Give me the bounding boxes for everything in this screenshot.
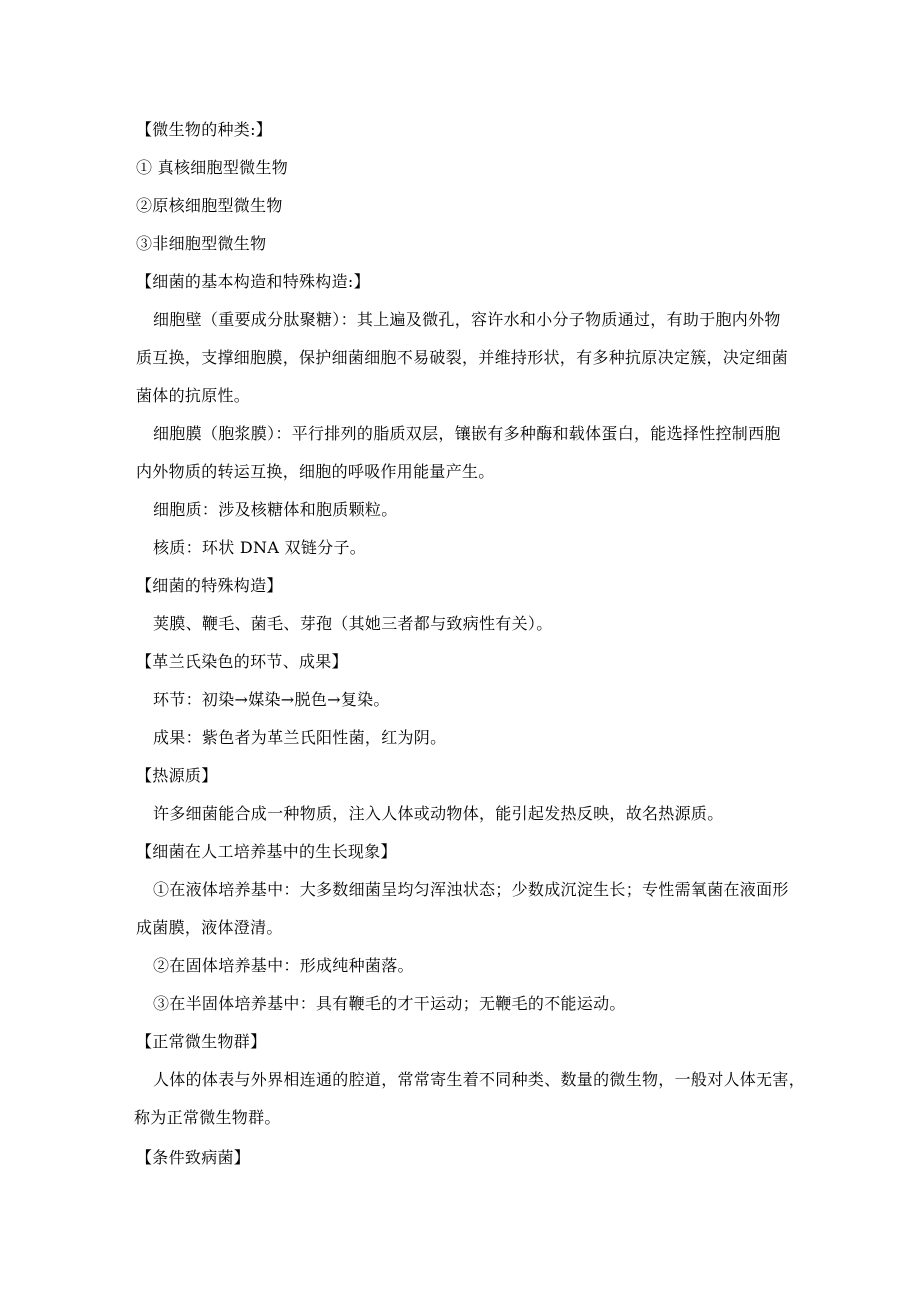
heading-growth-phenomena: 【细菌在人工培养基中的生长现象】 (136, 842, 397, 861)
paragraph-liquid-medium-1: ①在液体培养基中：大多数细菌呈均匀浑浊状态；少数成沉淀生长；专性需氧菌在液面形 (153, 880, 789, 899)
heading-opportunistic-pathogen: 【条件致病菌】 (136, 1148, 251, 1167)
heading-microbe-types: 【微生物的种类:】 (136, 120, 273, 139)
heading-pyrogen: 【热源质】 (136, 766, 218, 785)
paragraph-gram-result: 成果：紫色者为革兰氏阳性菌，红为阴。 (153, 728, 447, 747)
paragraph-cell-membrane-1: 细胞膜（胞浆膜）：平行排列的脂质双层，镶嵌有多种酶和载体蛋白，能选择性控制西胞 (153, 424, 781, 443)
paragraph-cell-membrane-2: 内外物质的转运互换，细胞的呼吸作用能量产生。 (136, 462, 495, 481)
paragraph-cell-wall-3: 菌体的抗原性。 (136, 386, 251, 405)
paragraph-special-structure: 荚膜、鞭毛、菌毛、芽孢（其她三者都与致病性有关）。 (153, 614, 553, 633)
paragraph-normal-flora-2: 称为正常微生物群。 (134, 1108, 281, 1127)
list-item-eukaryotic: ① 真核细胞型微生物 (136, 158, 289, 177)
paragraph-nucleoid: 核质：环状 DNA 双链分子。 (153, 538, 367, 557)
heading-bacteria-structure: 【细菌的基本构造和特殊构造:】 (136, 272, 370, 291)
paragraph-cell-wall-1: 细胞壁（重要成分肽聚糖）：其上遍及微孔，容许水和小分子物质通过，有助于胞内外物 (153, 310, 781, 329)
paragraph-cytoplasm: 细胞质：涉及核糖体和胞质颗粒。 (153, 500, 398, 519)
paragraph-solid-medium: ②在固体培养基中：形成纯种菌落。 (153, 956, 414, 975)
list-item-acellular: ③非细胞型微生物 (136, 234, 267, 253)
heading-special-structure: 【细菌的特殊构造】 (136, 576, 283, 595)
paragraph-normal-flora-1: 人体的体表与外界相连通的腔道，常常寄生着不同种类、数量的微生物，一般对人体无害， (153, 1070, 806, 1089)
paragraph-liquid-medium-2: 成菌膜，液体澄清。 (136, 918, 283, 937)
paragraph-gram-steps: 环节：初染→媒染→脱色→复染。 (153, 690, 390, 709)
paragraph-semisolid-medium: ③在半固体培养基中：具有鞭毛的才干运动；无鞭毛的不能运动。 (153, 994, 626, 1013)
heading-gram-stain: 【革兰氏染色的环节、成果】 (136, 652, 348, 671)
heading-normal-flora: 【正常微生物群】 (136, 1032, 267, 1051)
paragraph-pyrogen: 许多细菌能合成一种物质，注入人体或动物体，能引起发热反映，故名热源质。 (153, 804, 724, 823)
paragraph-cell-wall-2: 质互换，支撑细胞膜，保护细菌细胞不易破裂，并维持形状，有多种抗原决定簇，决定细菌 (136, 348, 789, 367)
list-item-prokaryotic: ②原核细胞型微生物 (136, 196, 283, 215)
